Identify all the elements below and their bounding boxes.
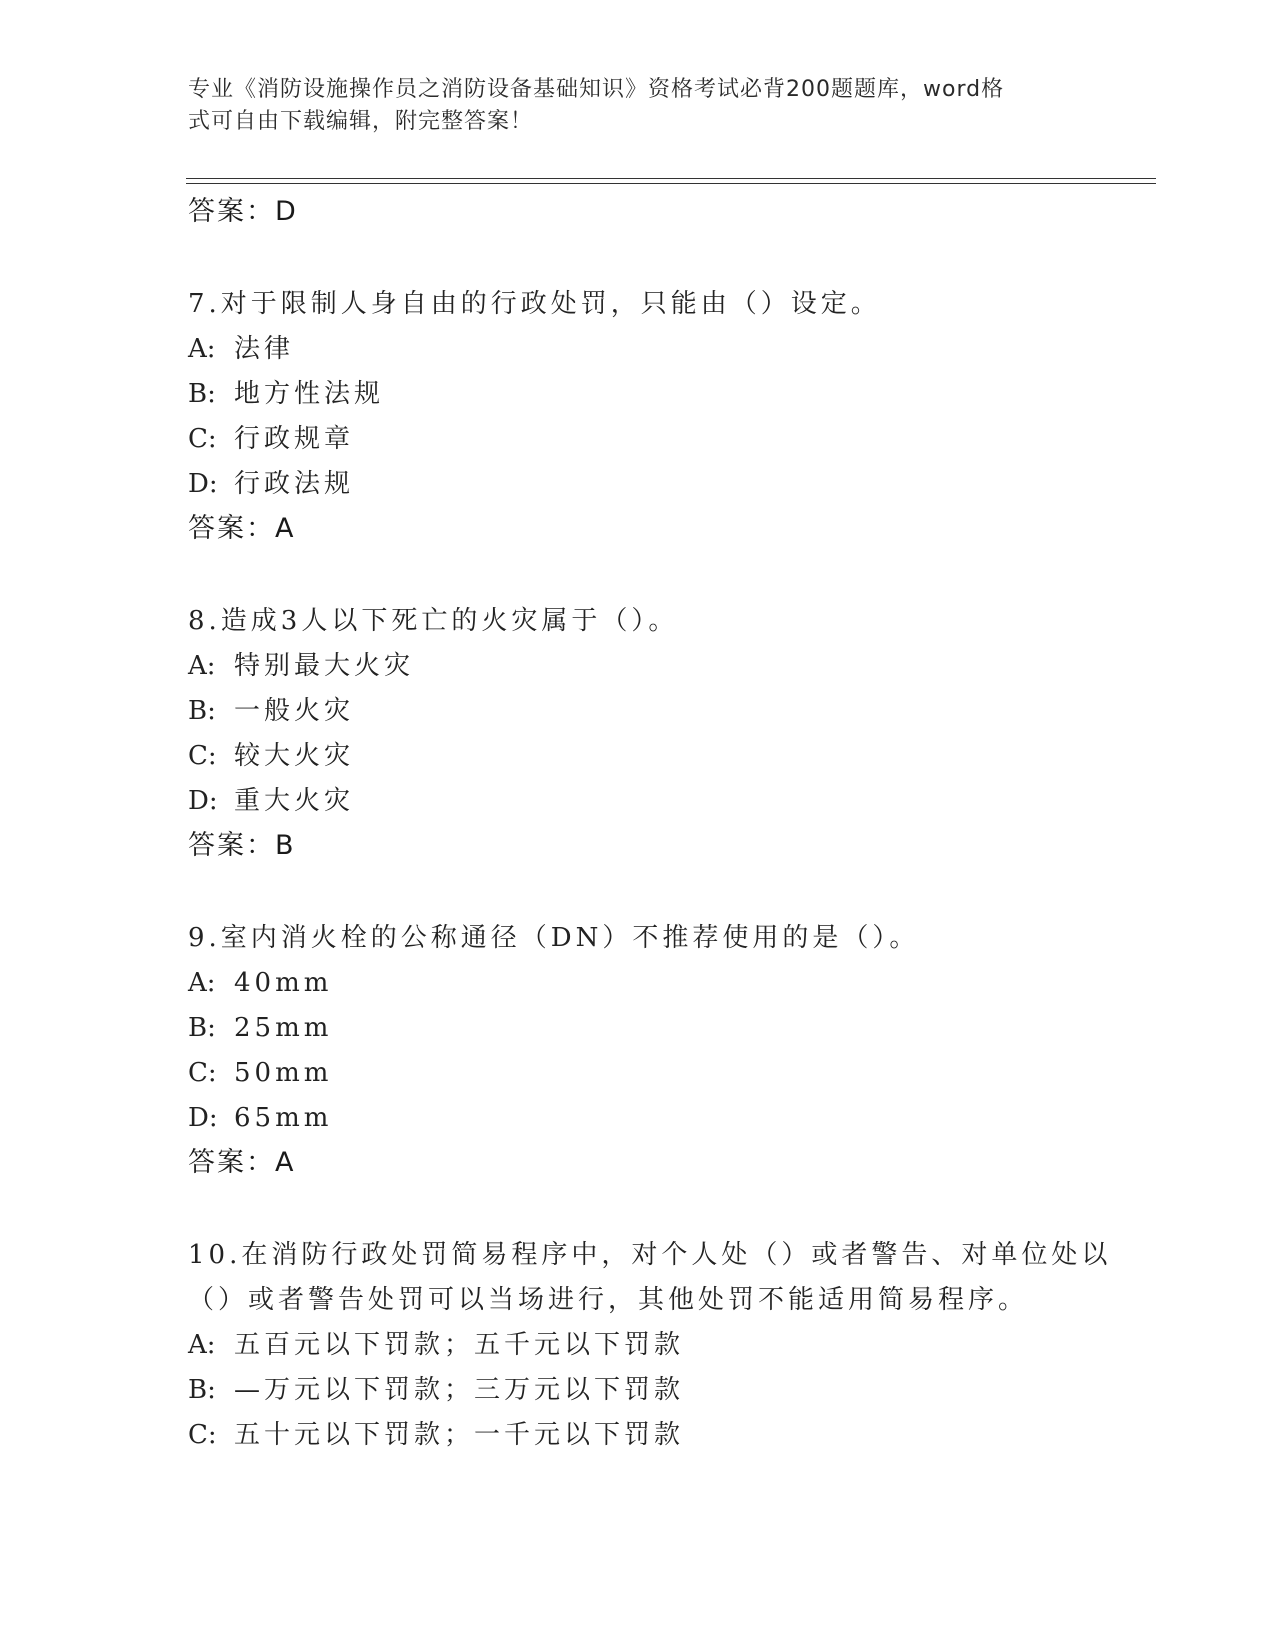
header-line-2: 式可自由下载编辑，附完整答案！ (188, 109, 534, 134)
option-a (188, 961, 1088, 1006)
option-text: 特别最大火灾 (234, 651, 415, 681)
option-key: C: (188, 1420, 217, 1450)
document-header (188, 74, 1088, 138)
question-text: 8.造成3人以下死亡的火灾属于（）。 (188, 606, 679, 636)
header-divider-bottom (186, 183, 1156, 184)
option-text: 地方性法规 (234, 379, 385, 409)
option-text: —万元以下罚款；三万元以下罚款 (234, 1375, 685, 1405)
option-text: 一般火灾 (234, 696, 355, 726)
option-text: 较大火灾 (234, 741, 355, 771)
option-b (188, 689, 1088, 734)
question-text: 9.室内消火栓的公称通径（DN）不推荐使用的是（）。 (188, 923, 920, 953)
option-key: B: (188, 1013, 216, 1043)
option-text: 25mm (234, 1013, 333, 1043)
option-d (188, 1096, 1088, 1141)
option-c (188, 1413, 1088, 1458)
option-key: D: (188, 469, 218, 499)
option-text: 法律 (234, 334, 295, 364)
question-10 (188, 1233, 1112, 1458)
option-c (188, 1051, 1088, 1096)
option-text: 行政法规 (234, 469, 355, 499)
option-key: B: (188, 379, 216, 409)
option-a (188, 327, 1088, 372)
answer-line: 答案：A (188, 513, 296, 544)
option-key: D: (188, 786, 218, 816)
option-d (188, 462, 1088, 507)
question-list (188, 190, 1112, 1458)
header-line-1: 专业《消防设施操作员之消防设备基础知识》资格考试必背200题题库，word格 (188, 77, 1005, 102)
option-key: A: (188, 651, 216, 681)
option-key: C: (188, 424, 217, 454)
question-text-line-1: 10.在消防行政处罚简易程序中，对个人处（）或者警告、对单位处以 (188, 1240, 1112, 1270)
option-key: C: (188, 741, 217, 771)
option-b (188, 1006, 1088, 1051)
answer-line: 答案：A (188, 1147, 296, 1178)
option-text: 65mm (234, 1103, 333, 1133)
question-text: 7.对于限制人身自由的行政处罚，只能由（）设定。 (188, 289, 881, 319)
option-b (188, 372, 1088, 417)
option-b (188, 1368, 1088, 1413)
option-key: B: (188, 696, 216, 726)
option-text: 五百元以下罚款；五千元以下罚款 (234, 1330, 685, 1360)
option-key: A: (188, 968, 216, 998)
option-text: 重大火灾 (234, 786, 355, 816)
option-c (188, 734, 1088, 779)
option-text: 五十元以下罚款；一千元以下罚款 (234, 1420, 685, 1450)
option-text: 40mm (234, 968, 333, 998)
option-key: C: (188, 1058, 217, 1088)
option-key: A: (188, 334, 216, 364)
option-text: 行政规章 (234, 424, 355, 454)
option-text: 50mm (234, 1058, 333, 1088)
question-7 (188, 282, 1088, 551)
option-a (188, 1323, 1088, 1368)
answer-line: 答案：B (188, 830, 296, 861)
option-key: A: (188, 1330, 216, 1360)
previous-answer: 答案：D (188, 196, 298, 227)
option-a (188, 644, 1088, 689)
option-d (188, 779, 1088, 824)
option-c (188, 417, 1088, 462)
question-text-line-2: （）或者警告处罚可以当场进行，其他处罚不能适用简易程序。 (188, 1285, 1029, 1315)
question-8 (188, 599, 1088, 868)
question-9 (188, 916, 1088, 1185)
option-key: B: (188, 1375, 216, 1405)
header-divider-top (186, 178, 1156, 179)
option-key: D: (188, 1103, 218, 1133)
